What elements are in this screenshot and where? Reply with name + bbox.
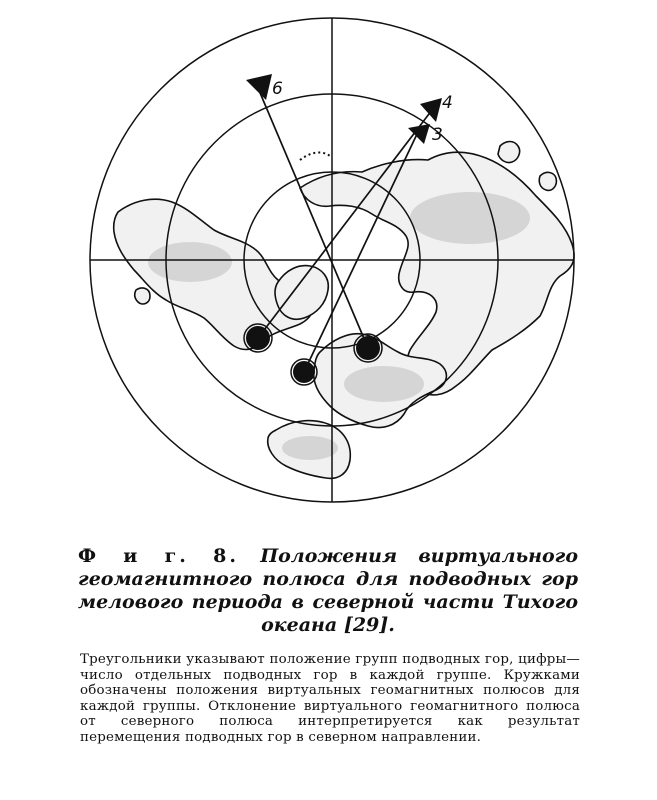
pole-group-6 [356, 336, 380, 360]
figure-title: Положения виртуального геомагнитного полюса для подводных гор мелового периода в северной части Тихого океана [29]. [78, 545, 578, 636]
triangle-group-6 [246, 74, 272, 100]
landmass-island-west [135, 288, 150, 304]
landmass-island-east [539, 172, 556, 190]
label-group-6: 6 [272, 79, 283, 99]
pole-group-4 [246, 326, 270, 350]
landmass-japan [498, 142, 520, 163]
arctic-dotted-coast [300, 153, 330, 160]
label-group-3: 3 [432, 125, 443, 145]
pole-group-3 [293, 361, 315, 383]
figure-caption [78, 545, 578, 637]
label-group-4: 4 [442, 93, 453, 113]
graticule [90, 18, 574, 502]
figure-notes: Треугольники указывают положение групп подводных гор, цифры—число отдельных подводных гор в каждой группе. Кружками обозначены положения виртуальных геомагнитных полюсов для каждой группы. Отклонение виртуального геомагнитного полюса от северного полюса интерпретируется как результат перемещения подводных гор в северном направлении. [80, 652, 580, 745]
figure-number: Ф и г. 8. [78, 545, 239, 567]
continents [114, 142, 574, 479]
triangle-group-3 [408, 124, 430, 144]
triangle-group-4 [420, 98, 442, 122]
landmass-greenland [275, 266, 328, 320]
